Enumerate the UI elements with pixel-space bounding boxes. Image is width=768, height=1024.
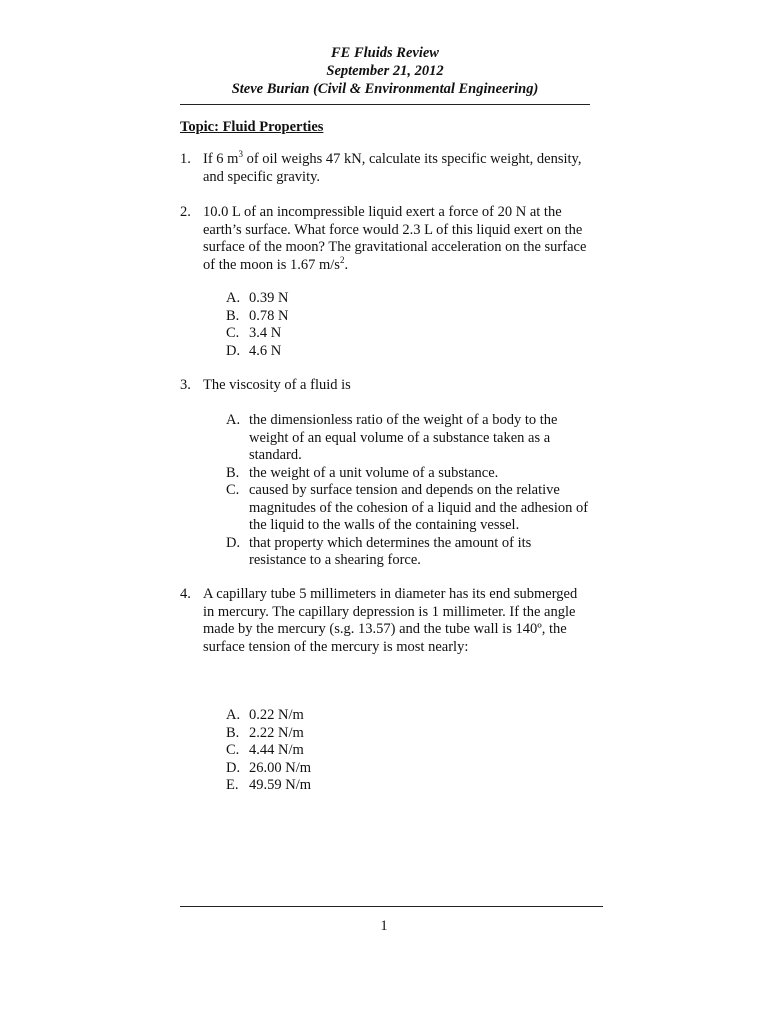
question-2	[180, 204, 590, 274]
choice-e: E. 49.59 N/m	[226, 777, 312, 793]
question-text: A capillary tube 5 millimeters in diameter has its end submerged in mercury. The capillary depression is 1 millimeter. If the angle made by the mercury (s.g. 13.57) and the tube wall is 140º, the surface tension of the mercury is most nearly:	[203, 586, 578, 655]
choice-a: A. 0.39 N	[226, 290, 289, 306]
choice-d: D. 4.6 N	[226, 342, 282, 359]
header-date: September 21, 2012	[326, 63, 444, 79]
question-3-choices	[226, 412, 590, 570]
page-number: 1	[380, 918, 388, 934]
question-4	[180, 586, 590, 656]
choice-c: C. 3.4 N	[226, 325, 282, 341]
choice-c: C. caused by surface tension and depends on the relative magnitudes of the cohesion of a liquid and the adhesion of the liquid to the walls of the containing vessel.	[226, 482, 589, 533]
topic-heading: Topic: Fluid Properties	[180, 119, 324, 135]
document-header	[180, 44, 590, 98]
choice-d: D. 26.00 N/m	[226, 759, 312, 776]
header-title: FE Fluids Review	[331, 45, 439, 61]
question-number: 4.	[180, 586, 191, 602]
header-divider	[180, 104, 590, 105]
question-3	[180, 377, 590, 395]
choice-a: A. the dimensionless ratio of the weight of a body to the weight of an equal volume of a substance taken as a standard.	[226, 412, 558, 463]
question-4-choices	[226, 707, 590, 795]
question-2-choices	[226, 290, 590, 360]
footer-divider	[180, 906, 603, 907]
question-number: 2.	[180, 204, 191, 220]
question-number: 1.	[180, 151, 191, 167]
header-author: Steve Burian (Civil & Environmental Engineering)	[231, 81, 539, 97]
question-text: If 6 $m^3$ of oil weighs 47 kN, calculate its specific weight, density, and specific gravity.	[203, 149, 582, 185]
choice-b: B. 0.78 N	[226, 307, 289, 324]
question-text: The viscosity of a fluid is	[203, 377, 351, 393]
choice-b: B. the weight of a unit volume of a substance.	[226, 464, 499, 481]
choice-a: A. 0.22 N/m	[226, 707, 304, 723]
choice-d: D. that property which determines the amount of its resistance to a shearing force.	[226, 534, 532, 568]
choice-b: B. 2.22 N/m	[226, 724, 304, 741]
question-text: 10.0 L of an incompressible liquid exert a force of 20 N at the earth’s surface. What force would 2.3 L of this liquid exert on the surface of the moon? The gravitational acceleration on the surface of the moon is 1.67 $m/s^2$.	[203, 204, 587, 273]
choice-c: C. 4.44 N/m	[226, 742, 304, 758]
question-1	[180, 151, 590, 186]
question-number: 3.	[180, 377, 191, 393]
